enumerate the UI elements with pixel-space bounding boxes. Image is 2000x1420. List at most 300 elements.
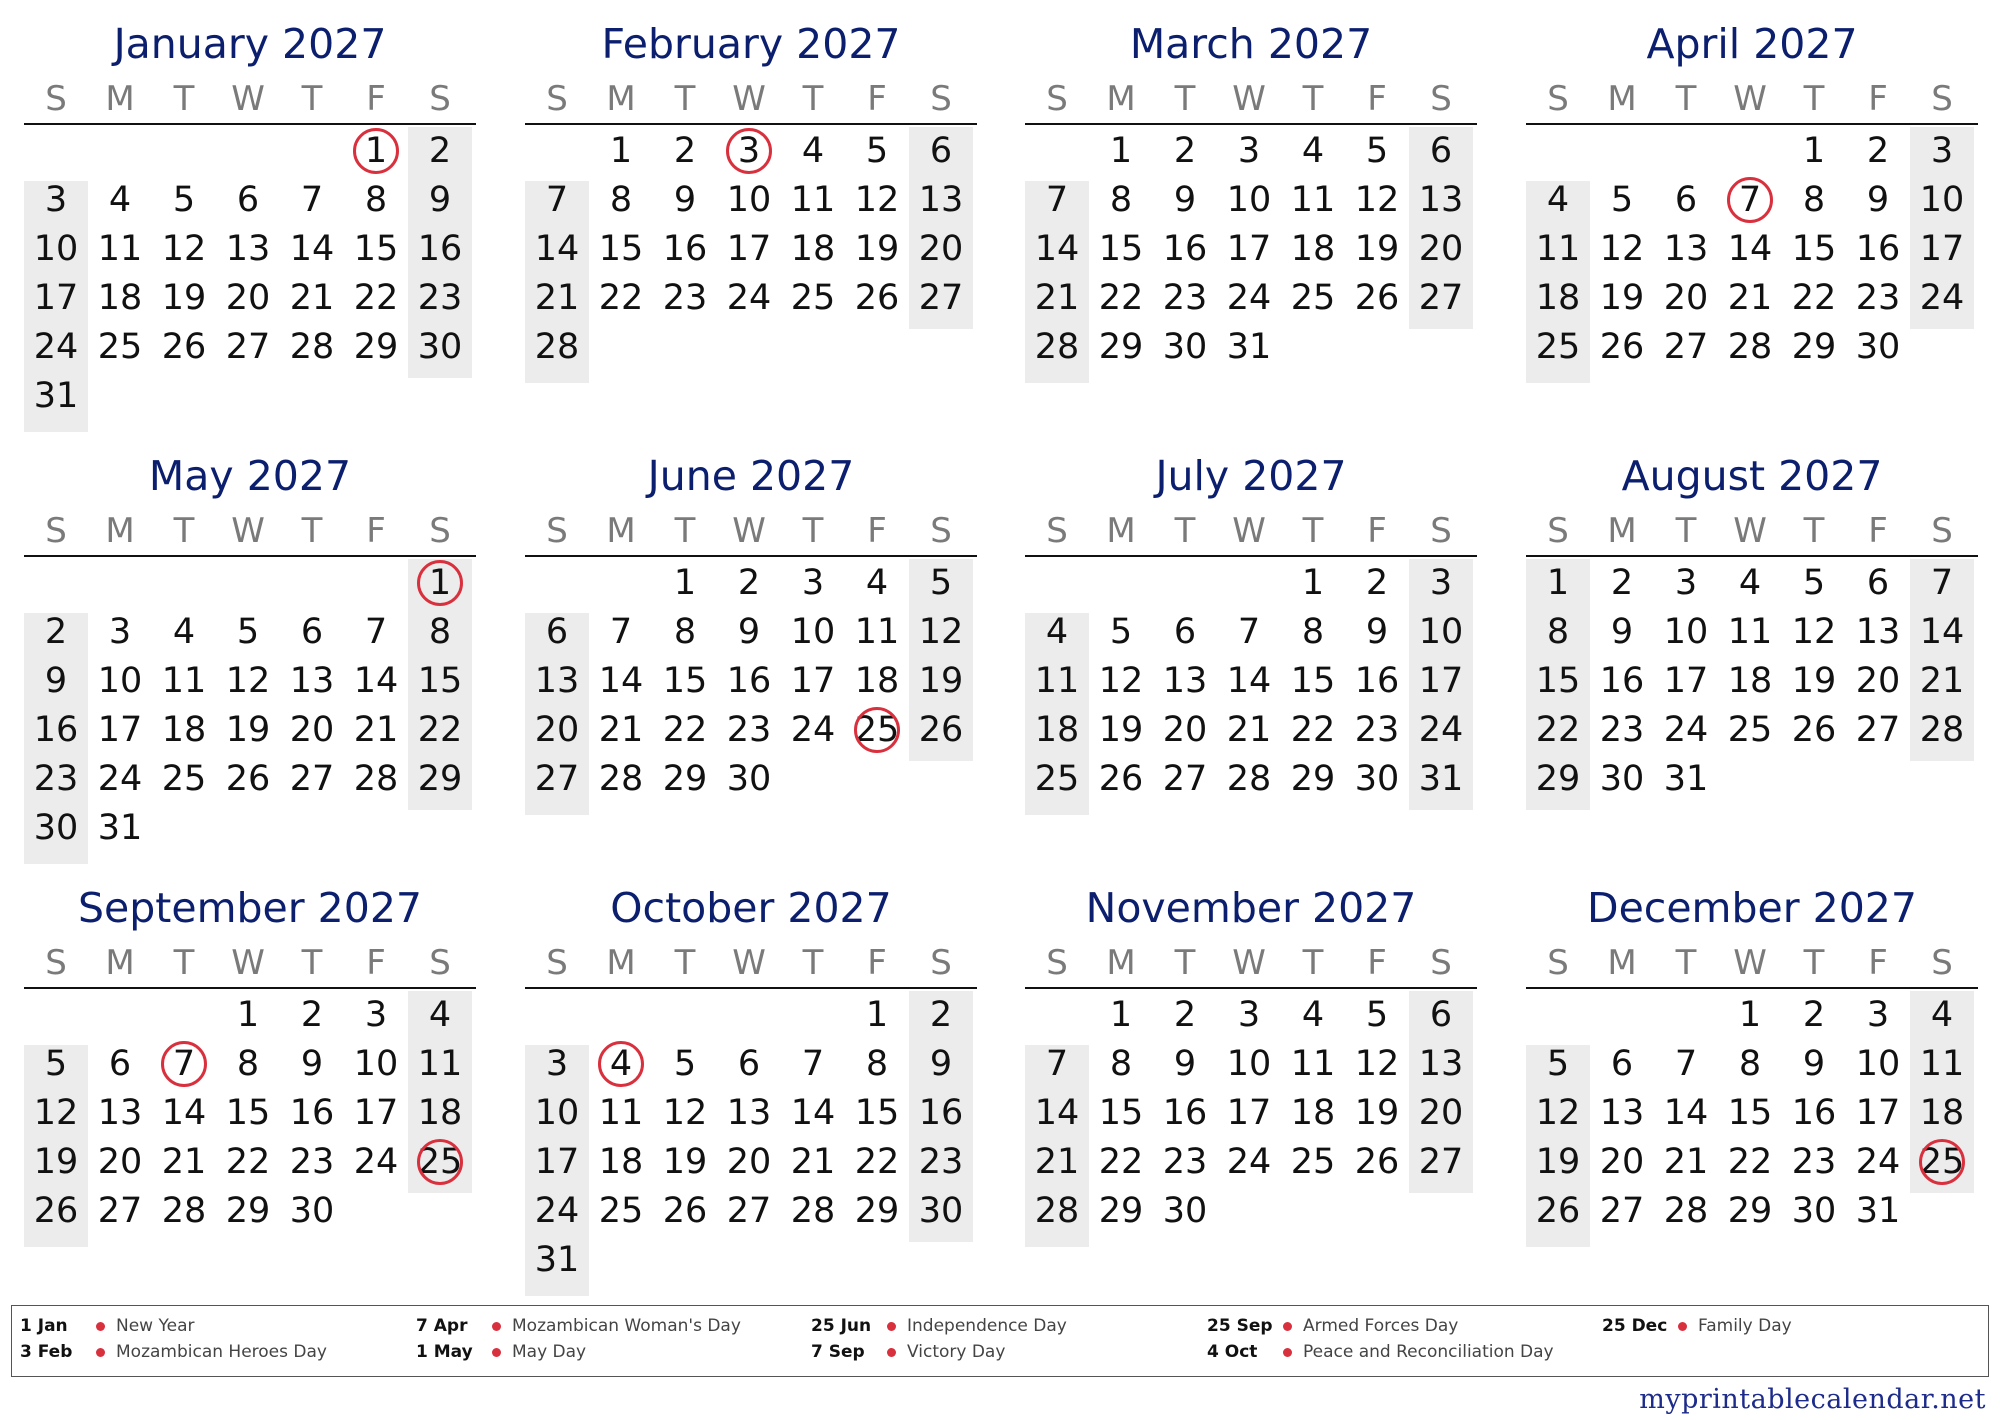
day-cell[interactable]: 5 (44, 1044, 68, 1084)
day-cell[interactable]: 16 (417, 229, 463, 269)
day-cell[interactable]: 12 (1535, 1093, 1581, 1133)
day-cell[interactable]: 4 (1301, 995, 1325, 1035)
day-cell[interactable]: 30 (417, 327, 463, 367)
day-cell[interactable]: 17 (97, 710, 143, 750)
day-cell[interactable]: 7 (1045, 1044, 1069, 1084)
day-cell[interactable]: 1 (428, 563, 452, 603)
day-cell[interactable]: 15 (1290, 661, 1336, 701)
day-cell[interactable]: 2 (1866, 131, 1890, 171)
day-cell[interactable]: 20 (726, 1142, 772, 1182)
day-cell[interactable]: 29 (1098, 1191, 1144, 1231)
day-cell[interactable]: 11 (790, 180, 836, 220)
day-cell[interactable]: 7 (545, 180, 569, 220)
day-cell[interactable]: 10 (1226, 1044, 1272, 1084)
day-cell[interactable]: 18 (790, 229, 836, 269)
day-cell[interactable]: 20 (1599, 1142, 1645, 1182)
day-cell[interactable]: 7 (1237, 612, 1261, 652)
day-cell[interactable]: 18 (1290, 1093, 1336, 1133)
day-cell[interactable]: 11 (1034, 661, 1080, 701)
day-cell[interactable]: 19 (1098, 710, 1144, 750)
day-cell[interactable]: 11 (1727, 612, 1773, 652)
day-cell[interactable]: 23 (1354, 710, 1400, 750)
day-cell[interactable]: 19 (918, 661, 964, 701)
day-cell[interactable]: 27 (225, 327, 271, 367)
day-cell[interactable]: 4 (1301, 131, 1325, 171)
day-cell[interactable]: 15 (662, 661, 708, 701)
day-cell[interactable]: 3 (1674, 563, 1698, 603)
day-cell[interactable]: 29 (225, 1191, 271, 1231)
day-cell[interactable]: 14 (1034, 229, 1080, 269)
day-cell[interactable]: 26 (1599, 327, 1645, 367)
day-cell[interactable]: 16 (662, 229, 708, 269)
day-cell[interactable]: 8 (1546, 612, 1570, 652)
day-cell[interactable]: 26 (225, 759, 271, 799)
day-cell[interactable]: 10 (726, 180, 772, 220)
day-cell[interactable]: 8 (865, 1044, 889, 1084)
day-cell[interactable]: 19 (1599, 278, 1645, 318)
day-cell[interactable]: 16 (1599, 661, 1645, 701)
day-cell[interactable]: 11 (598, 1093, 644, 1133)
day-cell[interactable]: 14 (1226, 661, 1272, 701)
day-cell[interactable]: 18 (598, 1142, 644, 1182)
day-cell[interactable]: 21 (1034, 278, 1080, 318)
day-cell[interactable]: 21 (1663, 1142, 1709, 1182)
day-cell[interactable]: 19 (1791, 661, 1837, 701)
day-cell[interactable]: 22 (1791, 278, 1837, 318)
day-cell[interactable]: 20 (1663, 278, 1709, 318)
day-cell[interactable]: 6 (300, 612, 324, 652)
day-cell[interactable]: 27 (918, 278, 964, 318)
day-cell[interactable]: 12 (225, 661, 271, 701)
day-cell[interactable]: 16 (918, 1093, 964, 1133)
day-cell[interactable]: 1 (1301, 563, 1325, 603)
day-cell[interactable]: 20 (1418, 229, 1464, 269)
day-cell[interactable]: 26 (33, 1191, 79, 1231)
day-cell[interactable]: 11 (1290, 1044, 1336, 1084)
day-cell[interactable]: 4 (1546, 180, 1570, 220)
day-cell[interactable]: 14 (161, 1093, 207, 1133)
day-cell[interactable]: 7 (364, 612, 388, 652)
day-cell[interactable]: 8 (364, 180, 388, 220)
day-cell[interactable]: 3 (364, 995, 388, 1035)
day-cell[interactable]: 11 (1919, 1044, 1965, 1084)
day-cell[interactable]: 12 (1098, 661, 1144, 701)
day-cell[interactable]: 16 (33, 710, 79, 750)
day-cell[interactable]: 18 (1535, 278, 1581, 318)
day-cell[interactable]: 28 (1034, 1191, 1080, 1231)
day-cell[interactable]: 20 (1855, 661, 1901, 701)
day-cell[interactable]: 3 (1866, 995, 1890, 1035)
day-cell[interactable]: 16 (726, 661, 772, 701)
day-cell[interactable]: 26 (1354, 278, 1400, 318)
day-cell[interactable]: 3 (1237, 131, 1261, 171)
day-cell[interactable]: 5 (236, 612, 260, 652)
day-cell[interactable]: 28 (353, 759, 399, 799)
day-cell[interactable]: 21 (353, 710, 399, 750)
day-cell[interactable]: 19 (1354, 229, 1400, 269)
day-cell[interactable]: 8 (1301, 612, 1325, 652)
day-cell[interactable]: 26 (1535, 1191, 1581, 1231)
day-cell[interactable]: 30 (1354, 759, 1400, 799)
day-cell[interactable]: 5 (673, 1044, 697, 1084)
day-cell[interactable]: 24 (726, 278, 772, 318)
day-cell[interactable]: 22 (417, 710, 463, 750)
day-cell[interactable]: 12 (1354, 180, 1400, 220)
day-cell[interactable]: 24 (1855, 1142, 1901, 1182)
day-cell[interactable]: 23 (1599, 710, 1645, 750)
day-cell[interactable]: 20 (225, 278, 271, 318)
day-cell[interactable]: 3 (801, 563, 825, 603)
day-cell[interactable]: 5 (929, 563, 953, 603)
day-cell[interactable]: 14 (1034, 1093, 1080, 1133)
day-cell[interactable]: 3 (1237, 995, 1261, 1035)
day-cell[interactable]: 1 (1109, 995, 1133, 1035)
day-cell[interactable]: 26 (854, 278, 900, 318)
day-cell[interactable]: 10 (1663, 612, 1709, 652)
day-cell[interactable]: 13 (289, 661, 335, 701)
day-cell[interactable]: 27 (97, 1191, 143, 1231)
day-cell[interactable]: 9 (44, 661, 68, 701)
day-cell[interactable]: 30 (1855, 327, 1901, 367)
day-cell[interactable]: 4 (609, 1044, 633, 1084)
day-cell[interactable]: 13 (97, 1093, 143, 1133)
day-cell[interactable]: 30 (289, 1191, 335, 1231)
day-cell[interactable]: 9 (1173, 180, 1197, 220)
day-cell[interactable]: 3 (108, 612, 132, 652)
day-cell[interactable]: 22 (1727, 1142, 1773, 1182)
day-cell[interactable]: 25 (854, 710, 900, 750)
day-cell[interactable]: 20 (1162, 710, 1208, 750)
day-cell[interactable]: 12 (918, 612, 964, 652)
day-cell[interactable]: 24 (1418, 710, 1464, 750)
day-cell[interactable]: 15 (854, 1093, 900, 1133)
day-cell[interactable]: 29 (1290, 759, 1336, 799)
day-cell[interactable]: 22 (1098, 278, 1144, 318)
day-cell[interactable]: 8 (609, 180, 633, 220)
day-cell[interactable]: 27 (289, 759, 335, 799)
day-cell[interactable]: 11 (1290, 180, 1336, 220)
day-cell[interactable]: 28 (1663, 1191, 1709, 1231)
day-cell[interactable]: 11 (97, 229, 143, 269)
day-cell[interactable]: 31 (97, 808, 143, 848)
day-cell[interactable]: 25 (1290, 1142, 1336, 1182)
day-cell[interactable]: 20 (1418, 1093, 1464, 1133)
day-cell[interactable]: 5 (1109, 612, 1133, 652)
day-cell[interactable]: 20 (918, 229, 964, 269)
day-cell[interactable]: 25 (97, 327, 143, 367)
day-cell[interactable]: 9 (1802, 1044, 1826, 1084)
day-cell[interactable]: 25 (790, 278, 836, 318)
day-cell[interactable]: 1 (236, 995, 260, 1035)
day-cell[interactable]: 28 (598, 759, 644, 799)
day-cell[interactable]: 14 (1663, 1093, 1709, 1133)
day-cell[interactable]: 4 (172, 612, 196, 652)
day-cell[interactable]: 12 (1599, 229, 1645, 269)
day-cell[interactable]: 31 (534, 1240, 580, 1280)
day-cell[interactable]: 8 (1109, 1044, 1133, 1084)
day-cell[interactable]: 3 (1429, 563, 1453, 603)
day-cell[interactable]: 27 (1599, 1191, 1645, 1231)
day-cell[interactable]: 6 (236, 180, 260, 220)
day-cell[interactable]: 29 (1098, 327, 1144, 367)
day-cell[interactable]: 15 (1727, 1093, 1773, 1133)
day-cell[interactable]: 25 (417, 1142, 463, 1182)
day-cell[interactable]: 12 (1354, 1044, 1400, 1084)
day-cell[interactable]: 17 (1226, 229, 1272, 269)
day-cell[interactable]: 29 (1791, 327, 1837, 367)
day-cell[interactable]: 22 (1098, 1142, 1144, 1182)
day-cell[interactable]: 9 (1610, 612, 1634, 652)
day-cell[interactable]: 24 (97, 759, 143, 799)
day-cell[interactable]: 28 (790, 1191, 836, 1231)
day-cell[interactable]: 11 (417, 1044, 463, 1084)
day-cell[interactable]: 19 (33, 1142, 79, 1182)
day-cell[interactable]: 31 (1226, 327, 1272, 367)
day-cell[interactable]: 5 (1610, 180, 1634, 220)
day-cell[interactable]: 17 (534, 1142, 580, 1182)
day-cell[interactable]: 14 (353, 661, 399, 701)
day-cell[interactable]: 2 (673, 131, 697, 171)
day-cell[interactable]: 15 (353, 229, 399, 269)
day-cell[interactable]: 20 (97, 1142, 143, 1182)
day-cell[interactable]: 28 (1226, 759, 1272, 799)
day-cell[interactable]: 29 (417, 759, 463, 799)
day-cell[interactable]: 29 (353, 327, 399, 367)
day-cell[interactable]: 27 (1162, 759, 1208, 799)
day-cell[interactable]: 8 (1738, 1044, 1762, 1084)
day-cell[interactable]: 5 (1802, 563, 1826, 603)
day-cell[interactable]: 30 (1162, 1191, 1208, 1231)
day-cell[interactable]: 2 (300, 995, 324, 1035)
day-cell[interactable]: 30 (918, 1191, 964, 1231)
day-cell[interactable]: 7 (1045, 180, 1069, 220)
day-cell[interactable]: 9 (1173, 1044, 1197, 1084)
day-cell[interactable]: 23 (1855, 278, 1901, 318)
day-cell[interactable]: 12 (33, 1093, 79, 1133)
day-cell[interactable]: 23 (33, 759, 79, 799)
day-cell[interactable]: 14 (1727, 229, 1773, 269)
day-cell[interactable]: 21 (1226, 710, 1272, 750)
day-cell[interactable]: 23 (662, 278, 708, 318)
day-cell[interactable]: 30 (1791, 1191, 1837, 1231)
day-cell[interactable]: 26 (1098, 759, 1144, 799)
day-cell[interactable]: 9 (428, 180, 452, 220)
day-cell[interactable]: 17 (33, 278, 79, 318)
day-cell[interactable]: 23 (1162, 1142, 1208, 1182)
day-cell[interactable]: 20 (534, 710, 580, 750)
day-cell[interactable]: 7 (1930, 563, 1954, 603)
day-cell[interactable]: 31 (33, 376, 79, 416)
day-cell[interactable]: 12 (1791, 612, 1837, 652)
day-cell[interactable]: 2 (929, 995, 953, 1035)
day-cell[interactable]: 13 (225, 229, 271, 269)
day-cell[interactable]: 2 (1173, 131, 1197, 171)
day-cell[interactable]: 4 (801, 131, 825, 171)
day-cell[interactable]: 19 (854, 229, 900, 269)
day-cell[interactable]: 17 (1855, 1093, 1901, 1133)
day-cell[interactable]: 4 (1045, 612, 1069, 652)
day-cell[interactable]: 13 (1418, 1044, 1464, 1084)
day-cell[interactable]: 24 (534, 1191, 580, 1231)
day-cell[interactable]: 28 (1919, 710, 1965, 750)
day-cell[interactable]: 6 (108, 1044, 132, 1084)
day-cell[interactable]: 3 (737, 131, 761, 171)
day-cell[interactable]: 7 (172, 1044, 196, 1084)
day-cell[interactable]: 12 (161, 229, 207, 269)
day-cell[interactable]: 30 (1599, 759, 1645, 799)
day-cell[interactable]: 24 (1226, 278, 1272, 318)
day-cell[interactable]: 3 (1930, 131, 1954, 171)
day-cell[interactable]: 9 (300, 1044, 324, 1084)
day-cell[interactable]: 9 (673, 180, 697, 220)
day-cell[interactable]: 11 (854, 612, 900, 652)
day-cell[interactable]: 1 (609, 131, 633, 171)
day-cell[interactable]: 15 (1535, 661, 1581, 701)
day-cell[interactable]: 12 (854, 180, 900, 220)
day-cell[interactable]: 6 (1173, 612, 1197, 652)
day-cell[interactable]: 29 (854, 1191, 900, 1231)
day-cell[interactable]: 24 (353, 1142, 399, 1182)
day-cell[interactable]: 7 (609, 612, 633, 652)
day-cell[interactable]: 21 (1727, 278, 1773, 318)
day-cell[interactable]: 4 (1930, 995, 1954, 1035)
day-cell[interactable]: 22 (598, 278, 644, 318)
day-cell[interactable]: 19 (662, 1142, 708, 1182)
day-cell[interactable]: 16 (1855, 229, 1901, 269)
day-cell[interactable]: 23 (918, 1142, 964, 1182)
day-cell[interactable]: 23 (289, 1142, 335, 1182)
day-cell[interactable]: 1 (1802, 131, 1826, 171)
day-cell[interactable]: 22 (353, 278, 399, 318)
day-cell[interactable]: 8 (428, 612, 452, 652)
day-cell[interactable]: 4 (1738, 563, 1762, 603)
day-cell[interactable]: 14 (790, 1093, 836, 1133)
day-cell[interactable]: 27 (1418, 278, 1464, 318)
day-cell[interactable]: 22 (225, 1142, 271, 1182)
day-cell[interactable]: 9 (1365, 612, 1389, 652)
day-cell[interactable]: 21 (598, 710, 644, 750)
day-cell[interactable]: 1 (1109, 131, 1133, 171)
day-cell[interactable]: 15 (225, 1093, 271, 1133)
day-cell[interactable]: 29 (1535, 759, 1581, 799)
day-cell[interactable]: 10 (1418, 612, 1464, 652)
day-cell[interactable]: 5 (1365, 995, 1389, 1035)
day-cell[interactable]: 10 (1855, 1044, 1901, 1084)
day-cell[interactable]: 22 (662, 710, 708, 750)
day-cell[interactable]: 1 (1738, 995, 1762, 1035)
day-cell[interactable]: 6 (929, 131, 953, 171)
day-cell[interactable]: 15 (1791, 229, 1837, 269)
day-cell[interactable]: 17 (1226, 1093, 1272, 1133)
day-cell[interactable]: 27 (726, 1191, 772, 1231)
day-cell[interactable]: 17 (1919, 229, 1965, 269)
day-cell[interactable]: 18 (1919, 1093, 1965, 1133)
day-cell[interactable]: 6 (1610, 1044, 1634, 1084)
day-cell[interactable]: 20 (289, 710, 335, 750)
day-cell[interactable]: 6 (1866, 563, 1890, 603)
day-cell[interactable]: 17 (353, 1093, 399, 1133)
day-cell[interactable]: 24 (790, 710, 836, 750)
day-cell[interactable]: 21 (289, 278, 335, 318)
day-cell[interactable]: 16 (1162, 1093, 1208, 1133)
day-cell[interactable]: 19 (1535, 1142, 1581, 1182)
day-cell[interactable]: 10 (353, 1044, 399, 1084)
day-cell[interactable]: 30 (726, 759, 772, 799)
day-cell[interactable]: 26 (1354, 1142, 1400, 1182)
day-cell[interactable]: 16 (1791, 1093, 1837, 1133)
day-cell[interactable]: 10 (1919, 180, 1965, 220)
day-cell[interactable]: 5 (1365, 131, 1389, 171)
day-cell[interactable]: 13 (1418, 180, 1464, 220)
day-cell[interactable]: 30 (1162, 327, 1208, 367)
day-cell[interactable]: 27 (1855, 710, 1901, 750)
day-cell[interactable]: 18 (1034, 710, 1080, 750)
day-cell[interactable]: 6 (1429, 131, 1453, 171)
day-cell[interactable]: 19 (161, 278, 207, 318)
day-cell[interactable]: 25 (1034, 759, 1080, 799)
day-cell[interactable]: 23 (726, 710, 772, 750)
day-cell[interactable]: 3 (545, 1044, 569, 1084)
day-cell[interactable]: 13 (1855, 612, 1901, 652)
day-cell[interactable]: 11 (161, 661, 207, 701)
day-cell[interactable]: 8 (1109, 180, 1133, 220)
day-cell[interactable]: 27 (1663, 327, 1709, 367)
day-cell[interactable]: 28 (161, 1191, 207, 1231)
day-cell[interactable]: 14 (289, 229, 335, 269)
day-cell[interactable]: 21 (1919, 661, 1965, 701)
day-cell[interactable]: 18 (1290, 229, 1336, 269)
day-cell[interactable]: 14 (534, 229, 580, 269)
day-cell[interactable]: 15 (1098, 1093, 1144, 1133)
day-cell[interactable]: 24 (1919, 278, 1965, 318)
day-cell[interactable]: 1 (865, 995, 889, 1035)
day-cell[interactable]: 26 (161, 327, 207, 367)
day-cell[interactable]: 17 (1418, 661, 1464, 701)
day-cell[interactable]: 2 (1610, 563, 1634, 603)
day-cell[interactable]: 6 (1429, 995, 1453, 1035)
day-cell[interactable]: 23 (1791, 1142, 1837, 1182)
day-cell[interactable]: 28 (1034, 327, 1080, 367)
day-cell[interactable]: 10 (33, 229, 79, 269)
day-cell[interactable]: 4 (428, 995, 452, 1035)
day-cell[interactable]: 13 (1162, 661, 1208, 701)
day-cell[interactable]: 29 (1727, 1191, 1773, 1231)
day-cell[interactable]: 8 (673, 612, 697, 652)
day-cell[interactable]: 25 (598, 1191, 644, 1231)
day-cell[interactable]: 16 (289, 1093, 335, 1133)
day-cell[interactable]: 10 (97, 661, 143, 701)
day-cell[interactable]: 1 (364, 131, 388, 171)
day-cell[interactable]: 18 (161, 710, 207, 750)
day-cell[interactable]: 24 (1226, 1142, 1272, 1182)
day-cell[interactable]: 2 (737, 563, 761, 603)
day-cell[interactable]: 18 (1727, 661, 1773, 701)
day-cell[interactable]: 28 (289, 327, 335, 367)
day-cell[interactable]: 1 (673, 563, 697, 603)
day-cell[interactable]: 9 (737, 612, 761, 652)
day-cell[interactable]: 24 (33, 327, 79, 367)
day-cell[interactable]: 18 (854, 661, 900, 701)
day-cell[interactable]: 27 (1418, 1142, 1464, 1182)
day-cell[interactable]: 26 (918, 710, 964, 750)
day-cell[interactable]: 24 (1663, 710, 1709, 750)
day-cell[interactable]: 6 (545, 612, 569, 652)
day-cell[interactable]: 28 (534, 327, 580, 367)
day-cell[interactable]: 5 (1546, 1044, 1570, 1084)
day-cell[interactable]: 17 (790, 661, 836, 701)
day-cell[interactable]: 9 (929, 1044, 953, 1084)
day-cell[interactable]: 7 (1674, 1044, 1698, 1084)
